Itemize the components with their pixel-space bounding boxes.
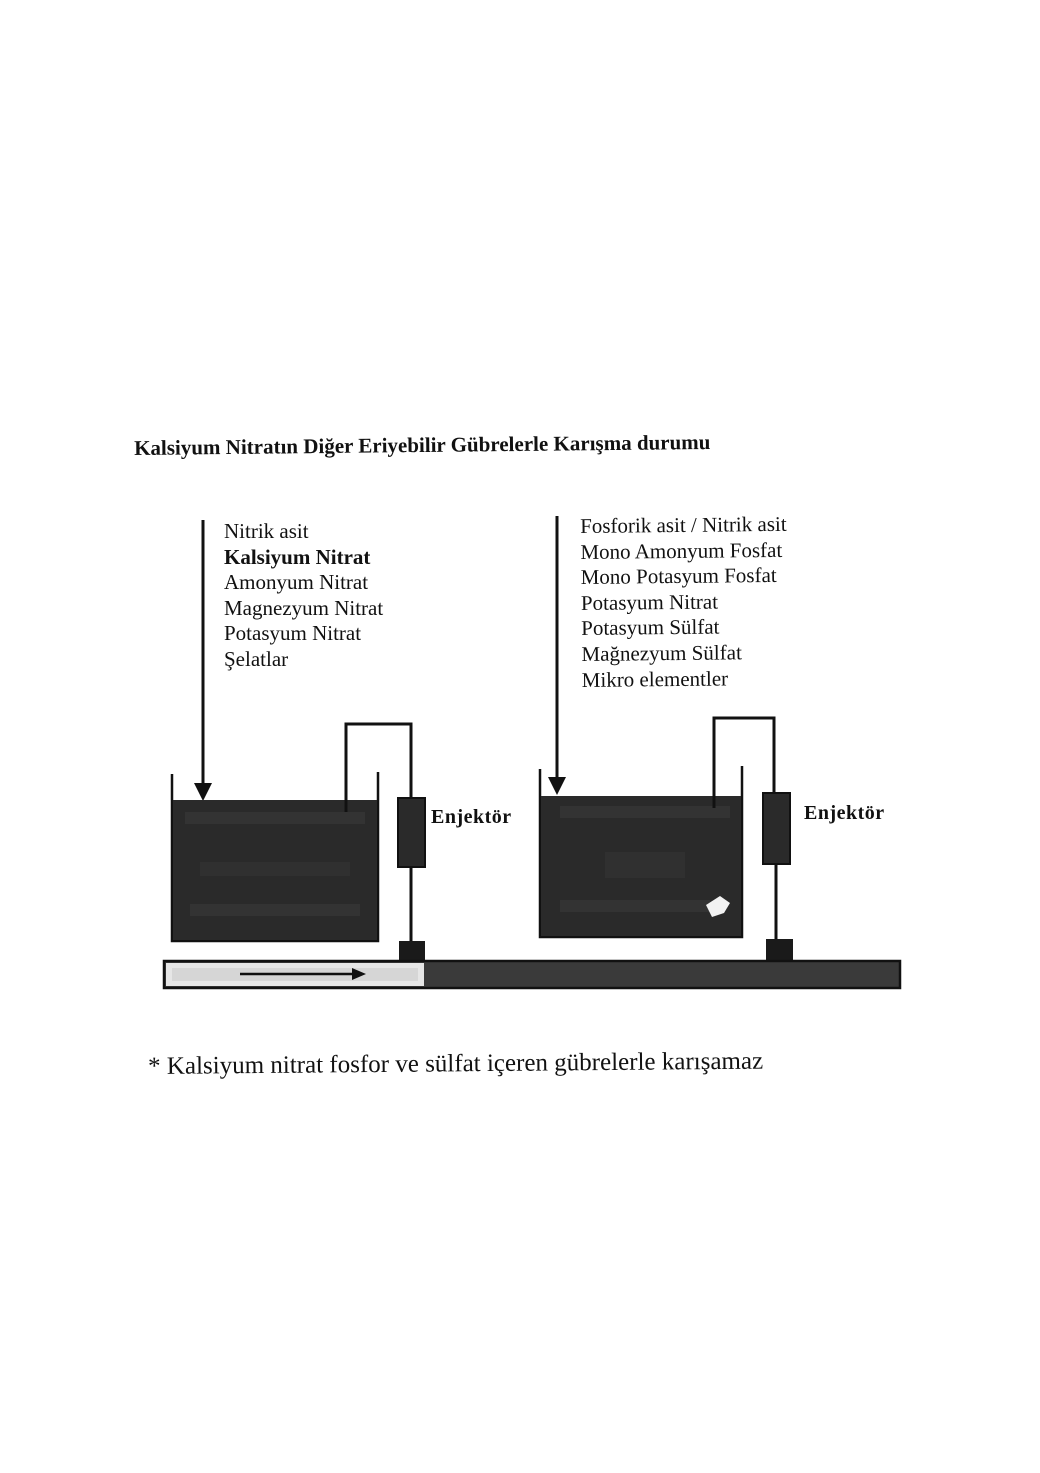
tank-b-input-item: Potasyum Nitrat (580, 589, 719, 615)
tank-b-junction (766, 939, 793, 961)
tank-b-arrowhead (548, 777, 566, 795)
compatibility-note: * Kalsiyum nitrat fosfor ve sülfat içeren gübrelerle karışamaz (148, 1047, 764, 1080)
tank-a-input-item: Amonyum Nitrat (224, 570, 369, 595)
tank-a (172, 520, 425, 963)
tank-a-injector (398, 798, 425, 867)
tank-b-input-item: Mono Amonyum Fosfat (580, 537, 783, 564)
tank-b (540, 516, 793, 961)
tank-b-input-item: Mikro elementler (581, 666, 729, 692)
tank-a-liquid-texture (185, 812, 365, 824)
tank-a-junction (399, 941, 425, 963)
tank-a-input-item: Kalsiyum Nitrat (224, 544, 371, 569)
tank-b-input-item: Mono Potasyum Fosfat (580, 563, 777, 590)
tank-a-input-item: Magnezyum Nitrat (224, 595, 384, 620)
tank-b-liquid-texture (560, 806, 730, 818)
tank-a-liquid-texture (190, 904, 360, 916)
tank-a-injector-label: Enjektör (431, 806, 512, 828)
tank-b-input-item: Fosforik asit / Nitrik asit (580, 511, 787, 538)
tank-b-input-item: Potasyum Sülfat (581, 614, 720, 641)
main-pipe (164, 961, 900, 988)
tank-a-input-item: Şelatlar (224, 646, 289, 671)
tank-a-input-item: Nitrik asit (224, 519, 309, 543)
tank-b-input-item: Mağnezyum Sülfat (581, 640, 742, 666)
tank-a-arrowhead (194, 783, 212, 801)
diagram-title: Kalsiyum Nitratın Diğer Eriyebilir Gübrelerle Karışma durumu (134, 429, 711, 460)
tank-a-input-item: Potasyum Nitrat (224, 621, 362, 646)
tank-b-liquid-texture (560, 900, 710, 912)
tank-b-injector-label: Enjektör (804, 802, 885, 824)
tank-b-injector (763, 793, 790, 864)
tank-a-liquid-texture (200, 862, 350, 876)
tank-b-liquid-texture (605, 852, 685, 878)
